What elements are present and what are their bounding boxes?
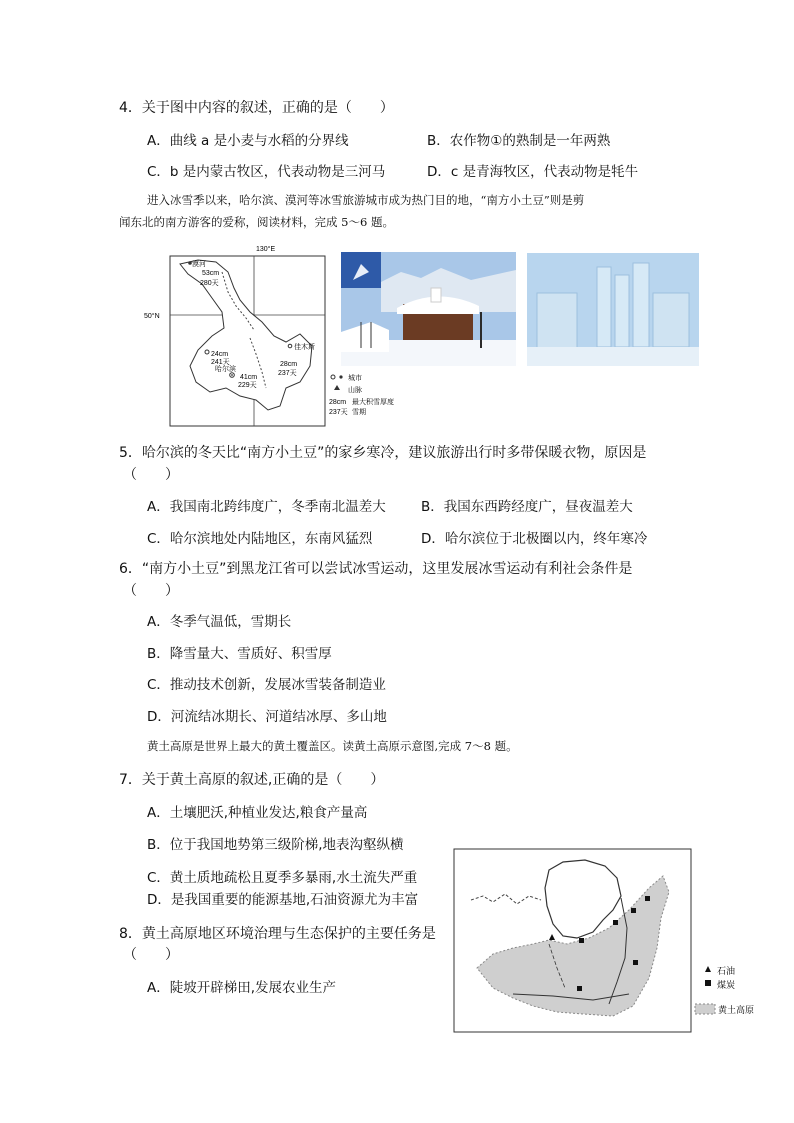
q4-option-a: A．曲线 a 是小麦与水稻的分界线 bbox=[147, 133, 349, 149]
q5-paren: （ ） bbox=[123, 467, 179, 483]
q7-stem: 7．关于黄土高原的叙述,正确的是（ ） bbox=[119, 772, 385, 788]
q4-option-c: C．b 是内蒙古牧区，代表动物是三河马 bbox=[147, 164, 386, 180]
ice-ground bbox=[527, 347, 699, 366]
ice-tower-3 bbox=[633, 263, 649, 347]
loess-plateau-map bbox=[453, 848, 765, 1034]
legend-oil-icon bbox=[705, 966, 711, 972]
legend-city-label: 城市 bbox=[348, 375, 362, 382]
legend-depth-label: 最大积雪厚度 bbox=[352, 399, 394, 406]
intro-7-8: 黄土高原是世界上最大的黄土覆盖区。读黄土高原示意图,完成 7～8 题。 bbox=[147, 739, 518, 753]
intro-5-6-line2: 闻东北的南方游客的爱称，阅读材料，完成 5～6 题。 bbox=[119, 215, 394, 229]
ice-block-right bbox=[653, 293, 689, 347]
q6-option-b: B．降雪量大、雪质好、积雪厚 bbox=[147, 646, 332, 662]
mohe-depth: 53cm bbox=[202, 270, 220, 277]
q5-option-a: A．我国南北跨纬度广，冬季南北温差大 bbox=[147, 499, 386, 515]
q5-option-c: C．哈尔滨地处内陆地区，东南风猛烈 bbox=[147, 531, 373, 547]
q4-option-d: D．c 是青海牧区，代表动物是牦牛 bbox=[427, 164, 639, 180]
qiqihar-depth: 24cm bbox=[211, 351, 229, 358]
harbin-depth: 41cm bbox=[240, 374, 258, 381]
legend-mountain-icon bbox=[334, 385, 340, 390]
q7-option-b: B．位于我国地势第三级阶梯,地表沟壑纵横 bbox=[147, 837, 404, 853]
lon-label: 130°E bbox=[256, 246, 276, 253]
coal-marker-icon bbox=[645, 896, 650, 901]
q8-option-a: A．陡坡开辟梯田,发展农业生产 bbox=[147, 980, 337, 996]
legend-city-icon bbox=[331, 375, 335, 379]
ice-tower-2 bbox=[615, 275, 629, 347]
ice-block-left bbox=[537, 293, 577, 353]
jiamusi-days: 237天 bbox=[278, 370, 297, 377]
q5-stem: 5．哈尔滨的冬天比“南方小土豆”的家乡寒冷，建议旅游出行时多带保暖衣物，原因是 bbox=[119, 445, 647, 461]
chimney bbox=[431, 288, 441, 302]
q4-option-b: B．农作物①的熟制是一年两熟 bbox=[427, 133, 611, 149]
q7-option-c: C．黄土质地疏松且夏季多暴雨,水土流失严重 bbox=[147, 870, 418, 886]
mohe-days: 280天 bbox=[200, 280, 219, 287]
q7-option-d: D．是我国重要的能源基地,石油资源尤为丰富 bbox=[147, 892, 419, 908]
q8-paren: （ ） bbox=[123, 947, 179, 963]
coal-marker-icon-6 bbox=[579, 938, 584, 943]
coal-marker-icon-3 bbox=[613, 920, 618, 925]
coal-marker-icon-5 bbox=[577, 986, 582, 991]
q6-option-c: C．推动技术创新，发展冰雪装备制造业 bbox=[147, 677, 386, 693]
q4-stem: 4．关于图中内容的叙述，正确的是（ ） bbox=[119, 100, 394, 116]
legend-days-label: 雪期 bbox=[352, 409, 366, 416]
ice-sculpture-photo bbox=[527, 253, 699, 366]
q7-option-a: A．土壤肥沃,种植业发达,粮食产量高 bbox=[147, 805, 368, 821]
q6-option-d: D．河流结冰期长、河道结冰厚、多山地 bbox=[147, 709, 387, 725]
qiqihar-days: 241天 bbox=[211, 359, 230, 366]
legend-plateau-label: 黄土高原 bbox=[718, 1005, 755, 1015]
q8-stem: 8．黄土高原地区环境治理与生态保护的主要任务是 bbox=[119, 926, 436, 942]
q6-paren: （ ） bbox=[123, 583, 179, 599]
jiamusi-depth: 28cm bbox=[280, 361, 298, 368]
ice-tower-1 bbox=[597, 267, 611, 347]
legend-plateau-icon bbox=[695, 1004, 715, 1014]
coal-marker-icon-2 bbox=[631, 908, 636, 913]
lat-label: 50°N bbox=[144, 313, 160, 320]
harbin-city-dot bbox=[231, 374, 233, 376]
legend-city-dot-icon bbox=[339, 375, 342, 378]
jiamusi-name: 佳木斯 bbox=[294, 344, 315, 351]
legend-coal-label: 煤炭 bbox=[717, 980, 736, 990]
legend-mountain-label: 山脉 bbox=[348, 387, 362, 394]
legend-sample-depth: 28cm bbox=[329, 399, 347, 406]
legend-sample-days: 237天 bbox=[329, 409, 348, 416]
q5-option-d: D．哈尔滨位于北极圈以内，终年寒冷 bbox=[421, 531, 648, 547]
harbin-name: 哈尔滨 bbox=[215, 366, 236, 373]
intro-5-6-line1: 进入冰雪季以来，哈尔滨、漠河等冰雪旅游城市成为热门目的地，“南方小土豆”则是剪 bbox=[147, 193, 585, 207]
coal-marker-icon-4 bbox=[633, 960, 638, 965]
q5-option-b: B．我国东西跨经度广，昼夜温差大 bbox=[421, 499, 633, 515]
snow-town-photo bbox=[341, 252, 516, 366]
harbin-days: 229天 bbox=[238, 382, 257, 389]
q6-stem: 6．“南方小土豆”到黑龙江省可以尝试冰雪运动，这里发展冰雪运动有利社会条件是 bbox=[119, 561, 633, 577]
legend-coal-icon bbox=[705, 980, 711, 986]
q6-option-a: A．冬季气温低，雪期长 bbox=[147, 614, 292, 630]
legend-oil-label: 石油 bbox=[717, 966, 736, 976]
mohe-name: 漠河 bbox=[192, 261, 206, 268]
